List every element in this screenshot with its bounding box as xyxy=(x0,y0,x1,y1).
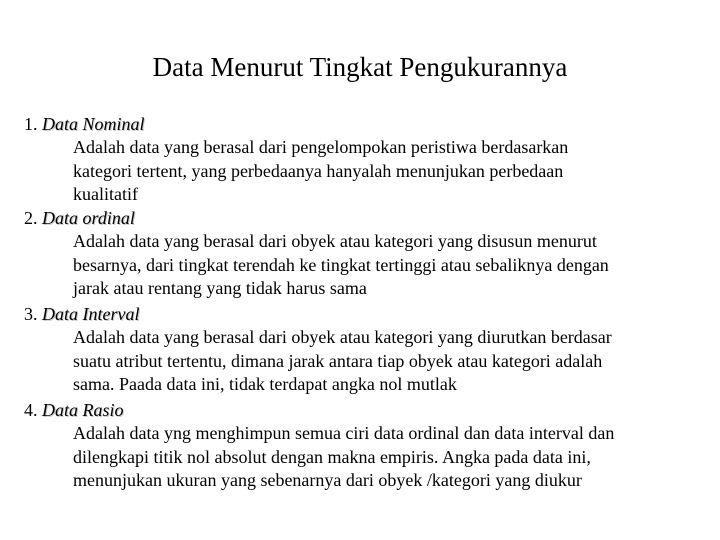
list-item-data-interval xyxy=(24,303,684,397)
item-heading xyxy=(24,207,684,230)
item-number: 4. xyxy=(24,400,38,420)
description-line: kualitatif xyxy=(73,184,138,204)
description-line: Adalah data yng menghimpun semua ciri data ordinal dan data interval dan xyxy=(73,423,615,443)
item-term: Data Rasio xyxy=(42,400,124,420)
list-item-data-ordinal xyxy=(24,207,684,301)
item-term: Data Interval xyxy=(42,304,140,324)
item-number: 3. xyxy=(24,304,38,324)
item-description xyxy=(73,136,688,207)
item-term: Data Nominal xyxy=(42,114,145,134)
description-line: kategori tertent, yang perbedaanya hanyalah menunjukan perbedaan xyxy=(73,160,564,181)
slide-title: Data Menurut Tingkat Pengukurannya xyxy=(152,52,568,82)
description-line: menunjukan ukuran yang sebenarnya dari obyek /kategori yang diukur xyxy=(73,470,582,490)
list-item-data-nominal xyxy=(24,113,684,207)
description-line: suatu atribut tertentu, dimana jarak antara tiap obyek atau kategori adalah xyxy=(73,350,603,371)
item-number: 1. xyxy=(24,114,38,134)
item-description xyxy=(73,230,688,301)
description-line: sama. Paada data ini, tidak terdapat angka nol mutlak xyxy=(73,374,457,394)
description-line: besarnya, dari tingkat terendah ke tingkat tertinggi atau sebaliknya dengan xyxy=(73,254,609,275)
item-number: 2. xyxy=(24,208,38,228)
description-line: Adalah data yang berasal dari obyek atau kategori yang disusun menurut xyxy=(73,231,597,251)
item-term: Data ordinal xyxy=(42,208,135,228)
description-line: Adalah data yang berasal dari obyek atau kategori yang diurutkan berdasar xyxy=(73,327,612,347)
item-heading xyxy=(24,303,684,326)
description-line: dilengkapi titik nol absolut dengan makna empiris. Angka pada data ini, xyxy=(73,446,591,467)
item-heading xyxy=(24,113,684,136)
item-description xyxy=(73,326,688,397)
list-item-data-rasio xyxy=(24,399,684,493)
item-heading xyxy=(24,399,684,422)
description-line: jarak atau rentang yang tidak harus sama xyxy=(73,278,367,298)
item-description xyxy=(73,422,688,493)
description-line: Adalah data yang berasal dari pengelompokan peristiwa berdasarkan xyxy=(73,137,569,157)
